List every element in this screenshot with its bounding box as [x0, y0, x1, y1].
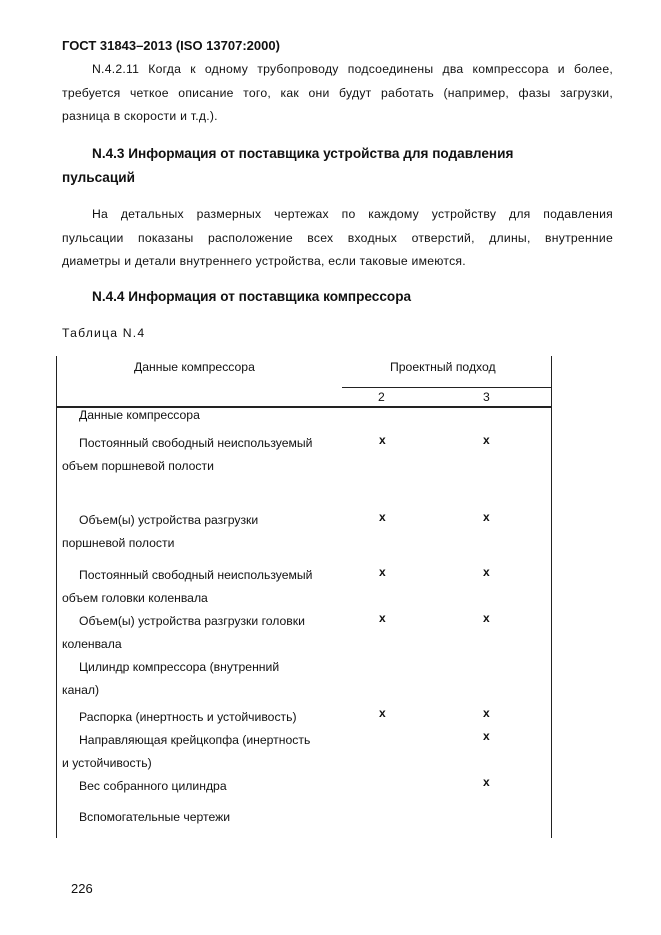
document-header: ГОСТ 31843–2013 (ISO 13707:2000)	[62, 38, 280, 53]
row-label-line: Вес собранного цилиндра	[79, 779, 227, 793]
paragraph-line: требуется четкое описание того, как они будут работать (например, фазы загрузки,	[62, 85, 613, 100]
row-label-line: Объем(ы) устройства разгрузки головки	[79, 614, 305, 628]
row-label	[62, 404, 347, 427]
row-label-line: Объем(ы) устройства разгрузки	[79, 513, 259, 527]
cell-mark-col3: x	[483, 611, 490, 625]
paragraph-n-4-2-11	[62, 58, 613, 129]
row-label	[62, 656, 347, 702]
row-label-line: коленвала	[62, 637, 122, 651]
row-label-line: Направляющая крейцкопфа (инертность	[79, 733, 311, 747]
row-label	[62, 564, 347, 610]
table-right-border	[551, 356, 552, 838]
row-label-line: Цилиндр компрессора (внутренний	[79, 660, 280, 674]
paragraph-line: разница в скорости и т.д.).	[62, 109, 218, 123]
col-header-design-approach: Проектный подход	[390, 360, 496, 374]
section-heading-n-4-3	[62, 142, 613, 190]
cell-mark-col2: x	[379, 706, 386, 720]
cell-mark-col3: x	[483, 775, 490, 789]
section-heading-n-4-4: N.4.4 Информация от поставщика компрессора	[92, 289, 412, 304]
cell-mark-col2: x	[379, 565, 386, 579]
row-label-line: Постоянный свободный неиспользуемый	[79, 568, 313, 582]
row-label	[62, 775, 347, 798]
row-label-line: канал)	[62, 683, 100, 697]
heading-line: пульсаций	[62, 170, 135, 185]
row-label	[62, 706, 347, 729]
cell-mark-col3: x	[483, 565, 490, 579]
paragraph-line: N.4.2.11 Когда к одному трубопроводу подсоединены два компрессора и более,	[92, 62, 613, 76]
row-label-line: объем головки коленвала	[62, 591, 208, 605]
row-label-line: Распорка (инертность и устойчивость)	[79, 710, 297, 724]
cell-mark-col3: x	[483, 706, 490, 720]
row-label-line: Постоянный свободный неиспользуемый	[79, 436, 313, 450]
cell-mark-col2: x	[379, 611, 386, 625]
subheader-approach-3: 3	[483, 390, 490, 404]
paragraph-n-4-3	[62, 203, 613, 274]
row-label	[62, 432, 347, 478]
row-label	[62, 806, 347, 829]
col-header-compressor-data: Данные компрессора	[134, 360, 255, 374]
table-caption: Таблица N.4	[62, 326, 146, 340]
row-label-line: поршневой полости	[62, 536, 175, 550]
cell-mark-col3: x	[483, 729, 490, 743]
cell-mark-col3: x	[483, 433, 490, 447]
row-label	[62, 509, 347, 555]
paragraph-line: На детальных размерных чертежах по каждому устройству для подавления	[92, 207, 613, 221]
row-label	[62, 610, 347, 656]
table-subheader-rule	[342, 387, 552, 388]
row-label	[62, 729, 347, 775]
table-left-border	[56, 356, 57, 838]
row-label-line: Вспомогательные чертежи	[79, 810, 231, 824]
row-label-line: и устойчивость)	[62, 756, 152, 770]
paragraph-line: пульсации показаны расположение всех входных отверстий, длины, внутренние	[62, 230, 613, 245]
cell-mark-col2: x	[379, 510, 386, 524]
subheader-approach-2: 2	[378, 390, 385, 404]
row-label-line: Данные компрессора	[79, 408, 200, 422]
row-label-line: объем поршневой полости	[62, 459, 214, 473]
page-number: 226	[71, 881, 93, 896]
cell-mark-col2: x	[379, 433, 386, 447]
heading-line: N.4.3 Информация от поставщика устройства для подавления	[92, 146, 514, 161]
paragraph-line: диаметры и детали внутреннего устройства, если таковые имеются.	[62, 254, 466, 268]
cell-mark-col3: x	[483, 510, 490, 524]
